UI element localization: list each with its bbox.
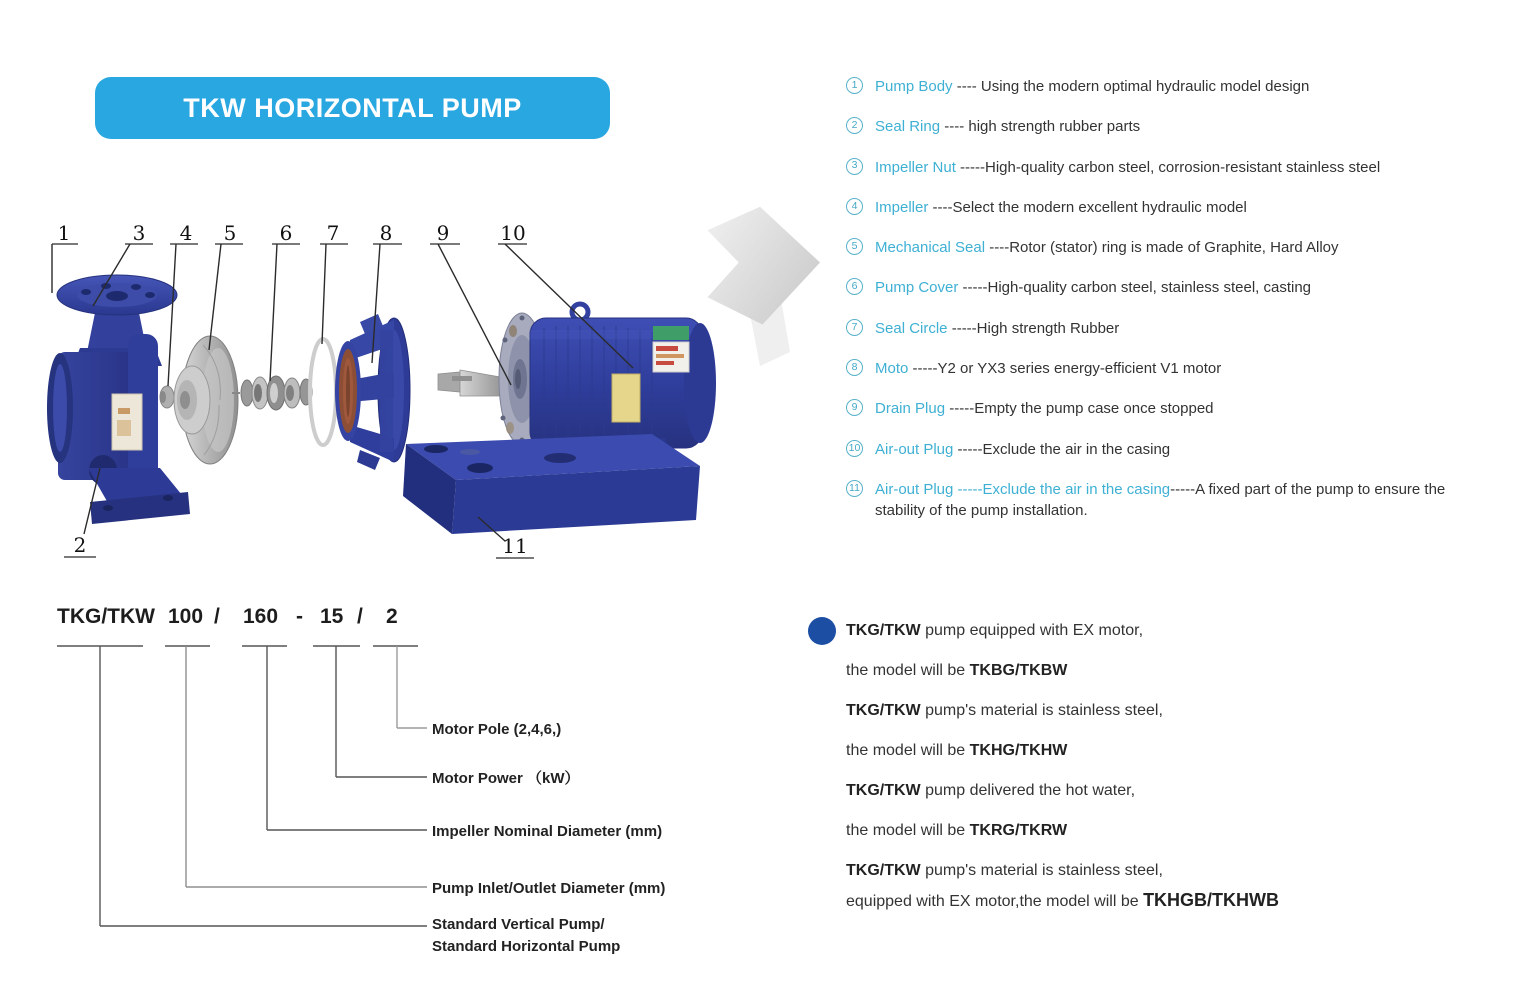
note-line: the model will be TKBG/TKBW bbox=[846, 662, 1068, 679]
part-name: Moto bbox=[875, 360, 909, 378]
part-list-item bbox=[846, 439, 1491, 460]
part-list-item bbox=[846, 277, 1491, 298]
part-number-badge: 4 bbox=[846, 198, 863, 215]
part-number-badge: 8 bbox=[846, 359, 863, 376]
label-impeller-diameter: Impeller Nominal Diameter (mm) bbox=[432, 823, 663, 840]
note-line: TKG/TKW pump equipped with EX motor, bbox=[846, 622, 1144, 639]
part-number-badge: 9 bbox=[846, 399, 863, 416]
part-list-item bbox=[846, 116, 1491, 137]
part-number-7: 7 bbox=[326, 221, 340, 245]
part-number-3: 3 bbox=[132, 221, 146, 245]
note-line: equipped with EX motor,the model will be TKHGB/TKHWB bbox=[846, 890, 1280, 910]
model-code-series: TKG/TKW bbox=[57, 605, 155, 628]
part-name: Drain Plug bbox=[875, 400, 946, 418]
part-number-9: 9 bbox=[436, 221, 450, 245]
notes-block bbox=[846, 620, 1501, 931]
part-list-item bbox=[846, 197, 1491, 218]
part-number-5: 5 bbox=[223, 221, 237, 245]
part-number-badge: 1 bbox=[846, 77, 863, 94]
part-number-10: 10 bbox=[500, 221, 526, 245]
model-code-power: 15 bbox=[320, 605, 344, 628]
part-name: Pump Cover bbox=[875, 279, 959, 297]
part-desc: -----High-quality carbon steel, stainless steel, casting bbox=[958, 279, 1312, 297]
part-number-badge: 2 bbox=[846, 117, 863, 134]
part-number-badge: 11 bbox=[846, 480, 863, 497]
part-list-item bbox=[846, 237, 1491, 258]
part-desc: ---- Using the modern optimal hydraulic model design bbox=[952, 78, 1310, 95]
part-desc: -----High strength Rubber bbox=[947, 319, 1120, 337]
part-list-item bbox=[846, 318, 1491, 339]
part-desc: -----Empty the pump case once stopped bbox=[945, 400, 1214, 418]
model-code-pole: 2 bbox=[386, 605, 398, 628]
part-number-4: 4 bbox=[179, 221, 193, 245]
part-list-item bbox=[846, 157, 1491, 178]
part-name: Air-out Plug bbox=[875, 480, 954, 498]
page-title: TKW HORIZONTAL PUMP bbox=[183, 92, 522, 123]
part-name: Seal Circle bbox=[875, 319, 948, 337]
mechanical-seal-graphic bbox=[232, 376, 312, 410]
base-graphic bbox=[403, 434, 700, 534]
part-list-item bbox=[846, 398, 1491, 419]
part-desc: ----Select the modern excellent hydraulic model bbox=[928, 198, 1247, 216]
note-line: TKG/TKW pump delivered the hot water, bbox=[846, 782, 1136, 799]
part-number-1: 1 bbox=[57, 221, 71, 245]
part-number-badge: 6 bbox=[846, 278, 863, 295]
pump-exploded-diagram bbox=[30, 215, 790, 575]
part-name: Pump Body bbox=[875, 78, 953, 95]
model-code-inlet: 100 bbox=[168, 605, 204, 628]
part-list-item bbox=[846, 76, 1491, 97]
part-number-badge: 3 bbox=[846, 158, 863, 175]
part-name: Mechanical Seal bbox=[875, 239, 986, 257]
model-code-slash-2: / bbox=[357, 605, 363, 628]
part-number-badge: 10 bbox=[846, 440, 863, 457]
parts-list bbox=[846, 76, 1491, 541]
part-desc: -----Exclude the air in the casing bbox=[953, 440, 1171, 458]
note-line: the model will be TKRG/TKRW bbox=[846, 822, 1068, 839]
label-motor-pole: Motor Pole (2,4,6,) bbox=[432, 721, 562, 738]
model-code-dash: - bbox=[296, 605, 303, 628]
label-inlet-outlet: Pump Inlet/Outlet Diameter (mm) bbox=[432, 880, 666, 897]
part-name: Impeller Nut bbox=[875, 158, 956, 176]
part-name: Impeller bbox=[875, 198, 929, 216]
motor-graphic bbox=[438, 304, 716, 456]
part-number-2: 2 bbox=[73, 533, 87, 557]
part-number-8: 8 bbox=[379, 221, 393, 245]
part-list-item bbox=[846, 358, 1491, 379]
part-number-badge: 7 bbox=[846, 319, 863, 336]
part-number-11: 11 bbox=[502, 534, 528, 558]
pump-cover-graphic bbox=[335, 314, 410, 470]
part-desc: -----Y2 or YX3 series energy-efficient V1 motor bbox=[908, 360, 1222, 378]
label-motor-power: Motor Power （kW） bbox=[432, 770, 580, 787]
model-code-slash-1: / bbox=[214, 605, 220, 628]
note-line: TKG/TKW pump's material is stainless steel, bbox=[846, 862, 1163, 879]
part-desc-blue: -----Exclude the air in the casing bbox=[953, 480, 1171, 498]
note-line: TKG/TKW pump's material is stainless steel, bbox=[846, 702, 1163, 719]
part-desc: -----High-quality carbon steel, corrosion-resistant stainless steel bbox=[955, 158, 1381, 176]
model-code-impeller: 160 bbox=[243, 605, 279, 628]
impeller-graphic bbox=[160, 336, 238, 464]
part-list-item bbox=[846, 479, 1491, 522]
part-name: Seal Ring bbox=[875, 118, 941, 136]
bullet-circle bbox=[808, 617, 836, 645]
label-standard-pump-1: Standard Vertical Pump/ bbox=[432, 916, 605, 933]
part-number-6: 6 bbox=[279, 221, 293, 245]
label-standard-pump-2: Standard Horizontal Pump bbox=[432, 938, 621, 955]
o-ring-graphic bbox=[310, 339, 336, 445]
part-desc: -----A fixed part of the pump to ensure the stability of the pump installation. bbox=[875, 480, 1446, 520]
part-number-badge: 5 bbox=[846, 238, 863, 255]
note-line: the model will be TKHG/TKHW bbox=[846, 742, 1068, 759]
part-desc: ----Rotor (stator) ring is made of Graphite, Hard Alloy bbox=[985, 239, 1339, 257]
part-name: Air-out Plug bbox=[875, 440, 954, 458]
model-breakdown-lines bbox=[40, 635, 460, 965]
title-banner bbox=[95, 77, 610, 139]
part-desc: ---- high strength rubber parts bbox=[940, 118, 1141, 136]
